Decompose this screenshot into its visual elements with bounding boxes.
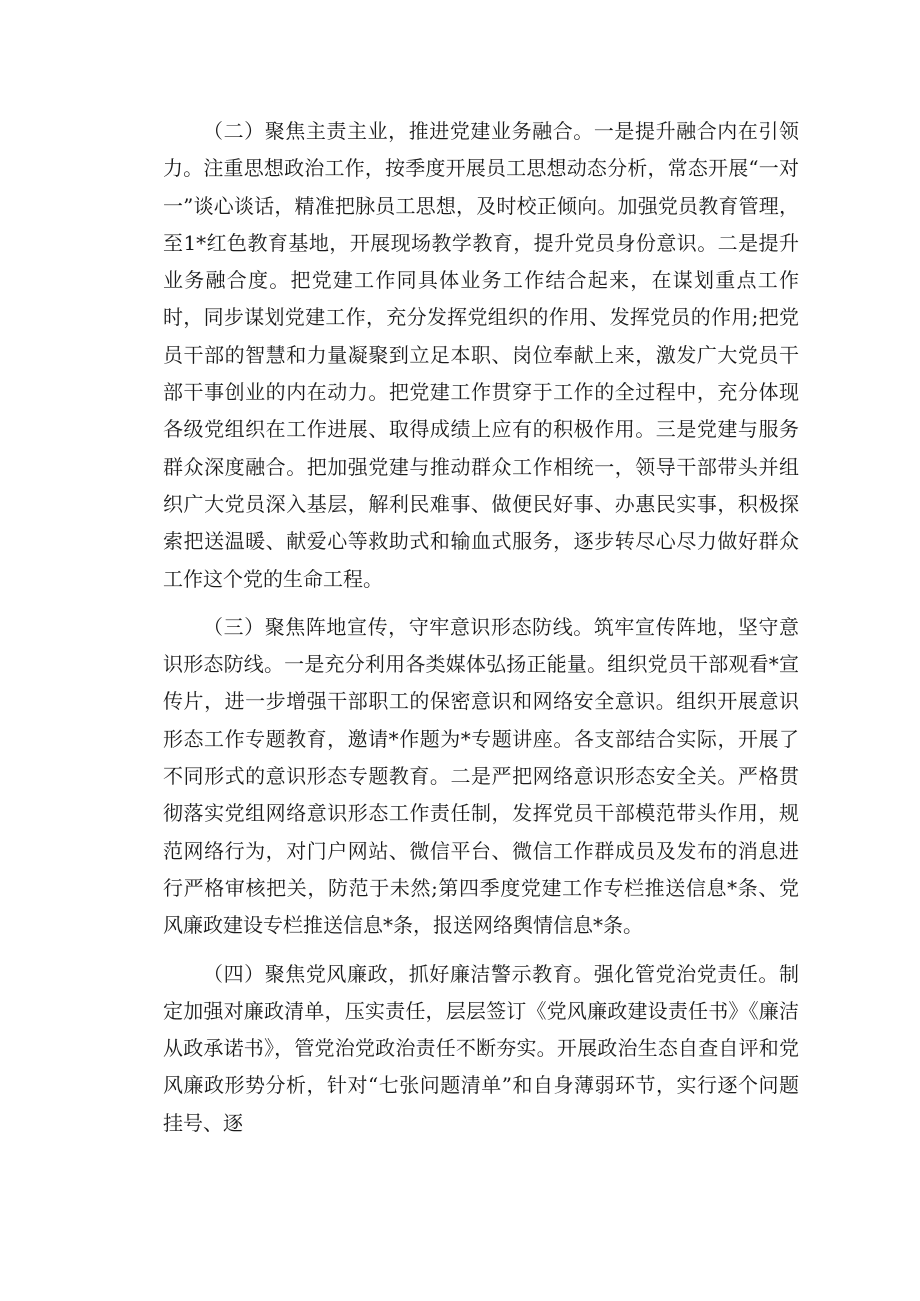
document-body [163, 113, 799, 1142]
paragraph-clean-governance: （四）聚焦党风廉政，抓好廉洁警示教育。强化管党治党责任。制定加强对廉政清单，压实责任，层层签订《党风廉政建设责任书》《廉洁从政承诺书》，管党治党政治责任不断夯实。开展政治生态自查自评和党风廉政形势分析，针对“七张问题清单”和自身薄弱环节，实行逐个问题挂号、逐 [163, 961, 799, 1135]
paragraph-party-building-integration: （二）聚焦主责主业，推进党建业务融合。一是提升融合内在引领力。注重思想政治工作，按季度开展员工思想动态分析，常态开展“一对一”谈心谈话，精准把脉员工思想，及时校正倾向。加强党员教育管理，至1*红色教育基地，开展现场教学教育，提升党员身份意识。二是提升业务融合度。把党建工作同具体业务工作结合起来，在谋划重点工作时，同步谋划党建工作，充分发挥党组织的作用、发挥党员的作用;把党员干部的智慧和力量凝聚到立足本职、岗位奉献上来，激发广大党员干部干事创业的内在动力。把党建工作贯穿于工作的全过程中，充分体现各级党组织在工作进展、取得成绩上应有的积极作用。三是党建与服务群众深度融合。把加强党建与推动群众工作相统一，领导干部带头并组织广大党员深入基层，解利民难事、做便民好事、办惠民实事，积极探索把送温暖、献爱心等救助式和输血式服务，逐步转尽心尽力做好群众工作这个党的生命工程。 [163, 119, 799, 591]
paragraph-ideology-publicity: （三）聚焦阵地宣传，守牢意识形态防线。筑牢宣传阵地，坚守意识形态防线。一是充分利用各类媒体弘扬正能量。组织党员干部观看*宣传片，进一步增强干部职工的保密意识和网络安全意识。组织开展意识形态工作专题教育，邀请*作题为*专题讲座。各支部结合实际，开展了不同形式的意识形态专题教育。二是严把网络意识形态安全关。严格贯彻落实党组网络意识形态工作责任制，发挥党员干部模范带头作用，规范网络行为，对门户网站、微信平台、微信工作群成员及发布的消息进行严格审核把关，防范于未然;第四季度党建工作专栏推送信息*条、党风廉政建设专栏推送信息*条，报送网络舆情信息*条。 [163, 614, 799, 938]
